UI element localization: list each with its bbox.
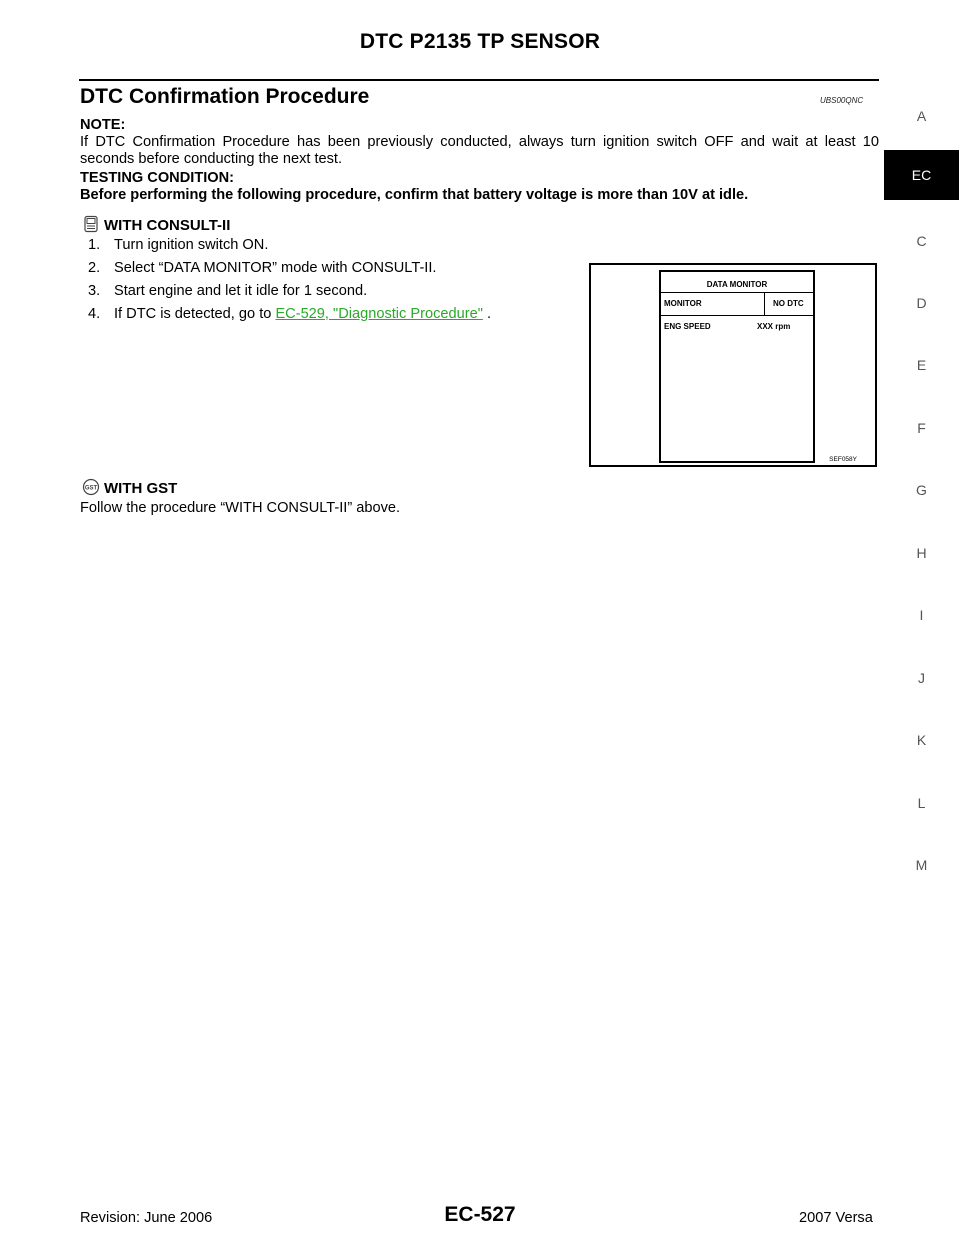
footer-revision: Revision: June 2006 — [80, 1210, 213, 1226]
footer-page-number: EC-527 — [444, 1203, 516, 1226]
step-number: 4. — [88, 306, 101, 322]
gst-heading-label: WITH GST — [104, 480, 178, 497]
tab-m[interactable]: M — [915, 857, 928, 873]
screen-title: DATA MONITOR — [706, 280, 768, 289]
step-text: If DTC is detected, go to — [114, 306, 272, 322]
no-dtc-label: NO DTC — [773, 299, 804, 308]
screen-divider — [661, 292, 813, 293]
figure-code: SEF058Y — [829, 456, 857, 463]
step-3 — [88, 283, 367, 299]
tab-j[interactable]: J — [918, 670, 925, 686]
data-monitor-screen — [659, 270, 815, 463]
gst-heading — [82, 478, 177, 497]
note-label: NOTE: — [80, 117, 126, 133]
step-1 — [88, 237, 268, 253]
step-4 — [88, 306, 491, 322]
header-divider — [79, 79, 879, 81]
step-text: Turn ignition switch ON. — [114, 237, 269, 253]
gst-tool-icon — [82, 478, 100, 496]
step-number: 3. — [88, 283, 101, 299]
consult-heading — [82, 215, 230, 234]
testing-condition-label: TESTING CONDITION: — [80, 170, 235, 186]
column-divider — [764, 292, 765, 315]
tab-i[interactable]: I — [919, 607, 924, 623]
consult-tool-icon — [82, 215, 100, 233]
monitor-column-label: MONITOR — [664, 299, 702, 308]
step-2 — [88, 260, 436, 276]
tab-e[interactable]: E — [916, 357, 927, 373]
section-title: DTC Confirmation Procedure — [80, 85, 370, 108]
step-number: 1. — [88, 237, 101, 253]
footer-model: 2007 Versa — [799, 1210, 873, 1226]
tab-ec[interactable]: EC — [884, 150, 959, 200]
tab-c[interactable]: C — [916, 233, 927, 249]
step-text: Start engine and let it idle for 1 second. — [114, 283, 368, 299]
svg-text:GST: GST — [84, 485, 98, 492]
tab-d[interactable]: D — [916, 295, 927, 311]
tab-g[interactable]: G — [916, 482, 927, 498]
tab-h[interactable]: H — [916, 545, 927, 561]
step-number: 2. — [88, 260, 101, 276]
eng-speed-label: ENG SPEED — [664, 322, 711, 331]
tab-l[interactable]: L — [917, 795, 926, 811]
diagnostic-procedure-link[interactable]: EC-529, "Diagnostic Procedure" — [275, 306, 483, 322]
step-text: Select “DATA MONITOR” mode with CONSULT-II. — [114, 260, 437, 276]
testing-condition-text: Before performing the following procedure, confirm that battery voltage is more than 10V at idle. — [80, 187, 749, 203]
section-code: UBS00QNC — [820, 96, 864, 105]
tab-a[interactable]: A — [916, 108, 927, 124]
note-text: If DTC Confirmation Procedure has been previously conducted, always turn ignition switch OFF and wait at least 10 seconds before conducting the next test. — [80, 134, 879, 167]
page-header-title: DTC P2135 TP SENSOR — [359, 30, 601, 53]
screen-divider — [661, 315, 813, 316]
gst-text: Follow the procedure “WITH CONSULT-II” above. — [80, 500, 401, 516]
data-monitor-figure — [589, 263, 877, 467]
eng-speed-value: XXX rpm — [757, 322, 791, 331]
tab-f[interactable]: F — [917, 420, 926, 436]
tab-k[interactable]: K — [916, 732, 927, 748]
step-text-after: . — [482, 306, 492, 322]
consult-heading-label: WITH CONSULT-II — [104, 217, 231, 234]
